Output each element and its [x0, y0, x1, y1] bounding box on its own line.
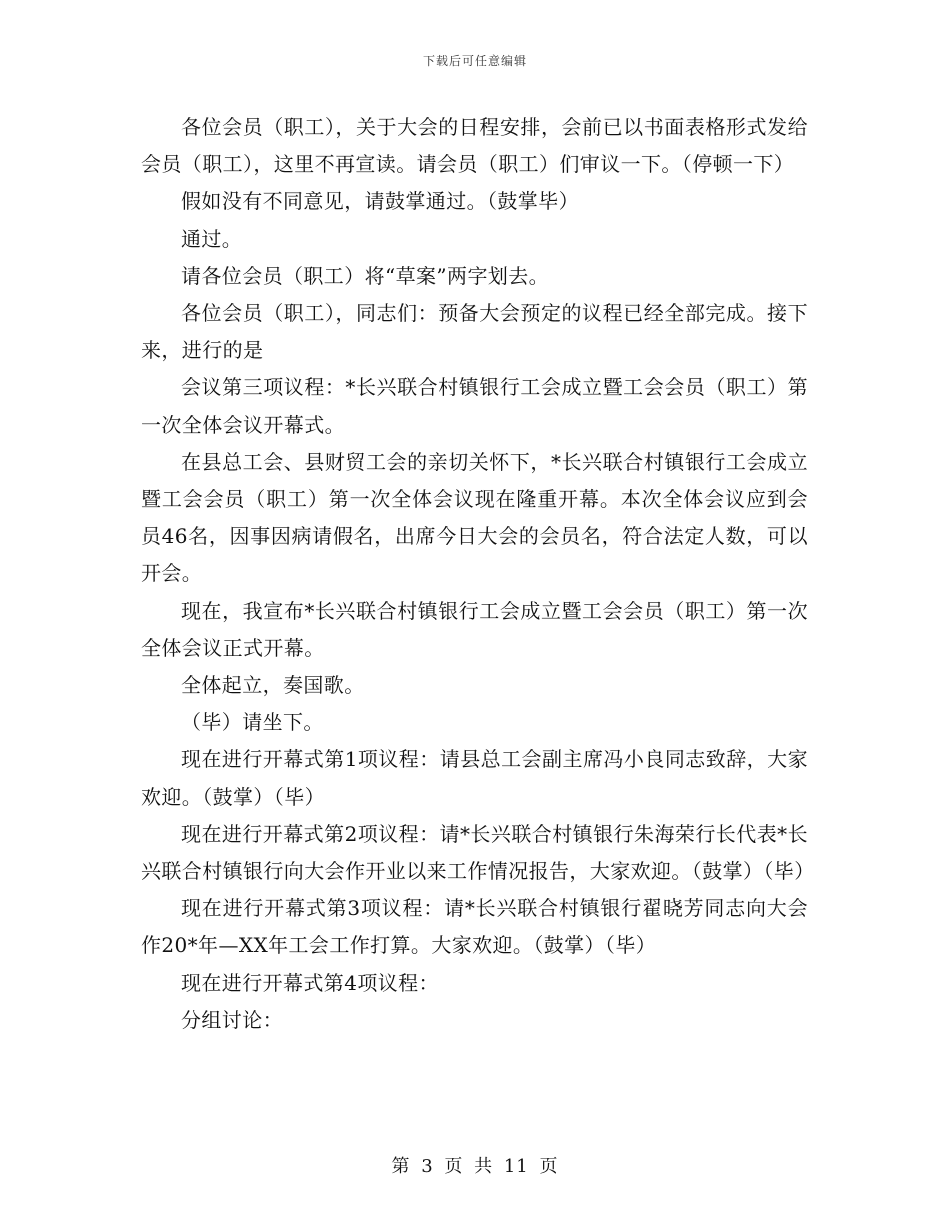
paragraph: 现在进行开幕式第4项议程：: [181, 970, 439, 995]
paragraph: 现在，我宣布*长兴联合村镇银行工会成立暨工会会员（职工）第一次全体会议正式开幕。: [141, 598, 808, 660]
paragraph: 各位会员（职工），同志们：预备大会预定的议程已经全部完成。接下来，进行的是: [141, 301, 808, 363]
paragraph: 在县总工会、县财贸工会的亲切关怀下，*长兴联合村镇银行工会成立暨工会会员（职工）第一次全体会议现在隆重开幕。本次全体会议应到会员46名，因事因病请假名，出席今日大会的会员名，符合法定人数，可以开会。: [141, 449, 808, 586]
paragraph: 现在进行开幕式第3项议程：请*长兴联合村镇银行翟晓芳同志向大会作20*年—XX年工会工作打算。大家欢迎。（鼓掌）（毕）: [141, 896, 808, 958]
paragraph: 通过。: [181, 226, 243, 251]
paragraph: 分组讨论：: [181, 1007, 283, 1032]
document-body: [141, 109, 815, 1039]
paragraph: 现在进行开幕式第1项议程：请县总工会副主席冯小良同志致辞，大家欢迎。（鼓掌）（毕）: [141, 747, 808, 809]
paragraph: 假如没有不同意见，请鼓掌通过。（鼓掌毕）: [181, 189, 579, 214]
paragraph: 请各位会员（职工）将“草案”两字划去。: [181, 263, 550, 288]
paragraph: 各位会员（职工），关于大会的日程安排，会前已以书面表格形式发给会员（职工），这里不再宣读。请会员（职工）们审议一下。（停顿一下）: [141, 115, 808, 177]
page-number-footer: 第 3 页 共 11 页: [391, 1156, 559, 1177]
paragraph: 会议第三项议程：*长兴联合村镇银行工会成立暨工会会员（职工）第一次全体会议开幕式。: [141, 375, 808, 437]
paragraph: 现在进行开幕式第2项议程：请*长兴联合村镇银行朱海荣行长代表*长兴联合村镇银行向大会作开业以来工作情况报告，大家欢迎。（鼓掌）（毕）: [141, 821, 815, 884]
paragraph: （毕）请坐下。: [181, 710, 324, 735]
page-header: 下载后可任意编辑: [422, 54, 527, 68]
paragraph: 全体起立，奏国歌。: [181, 673, 365, 698]
